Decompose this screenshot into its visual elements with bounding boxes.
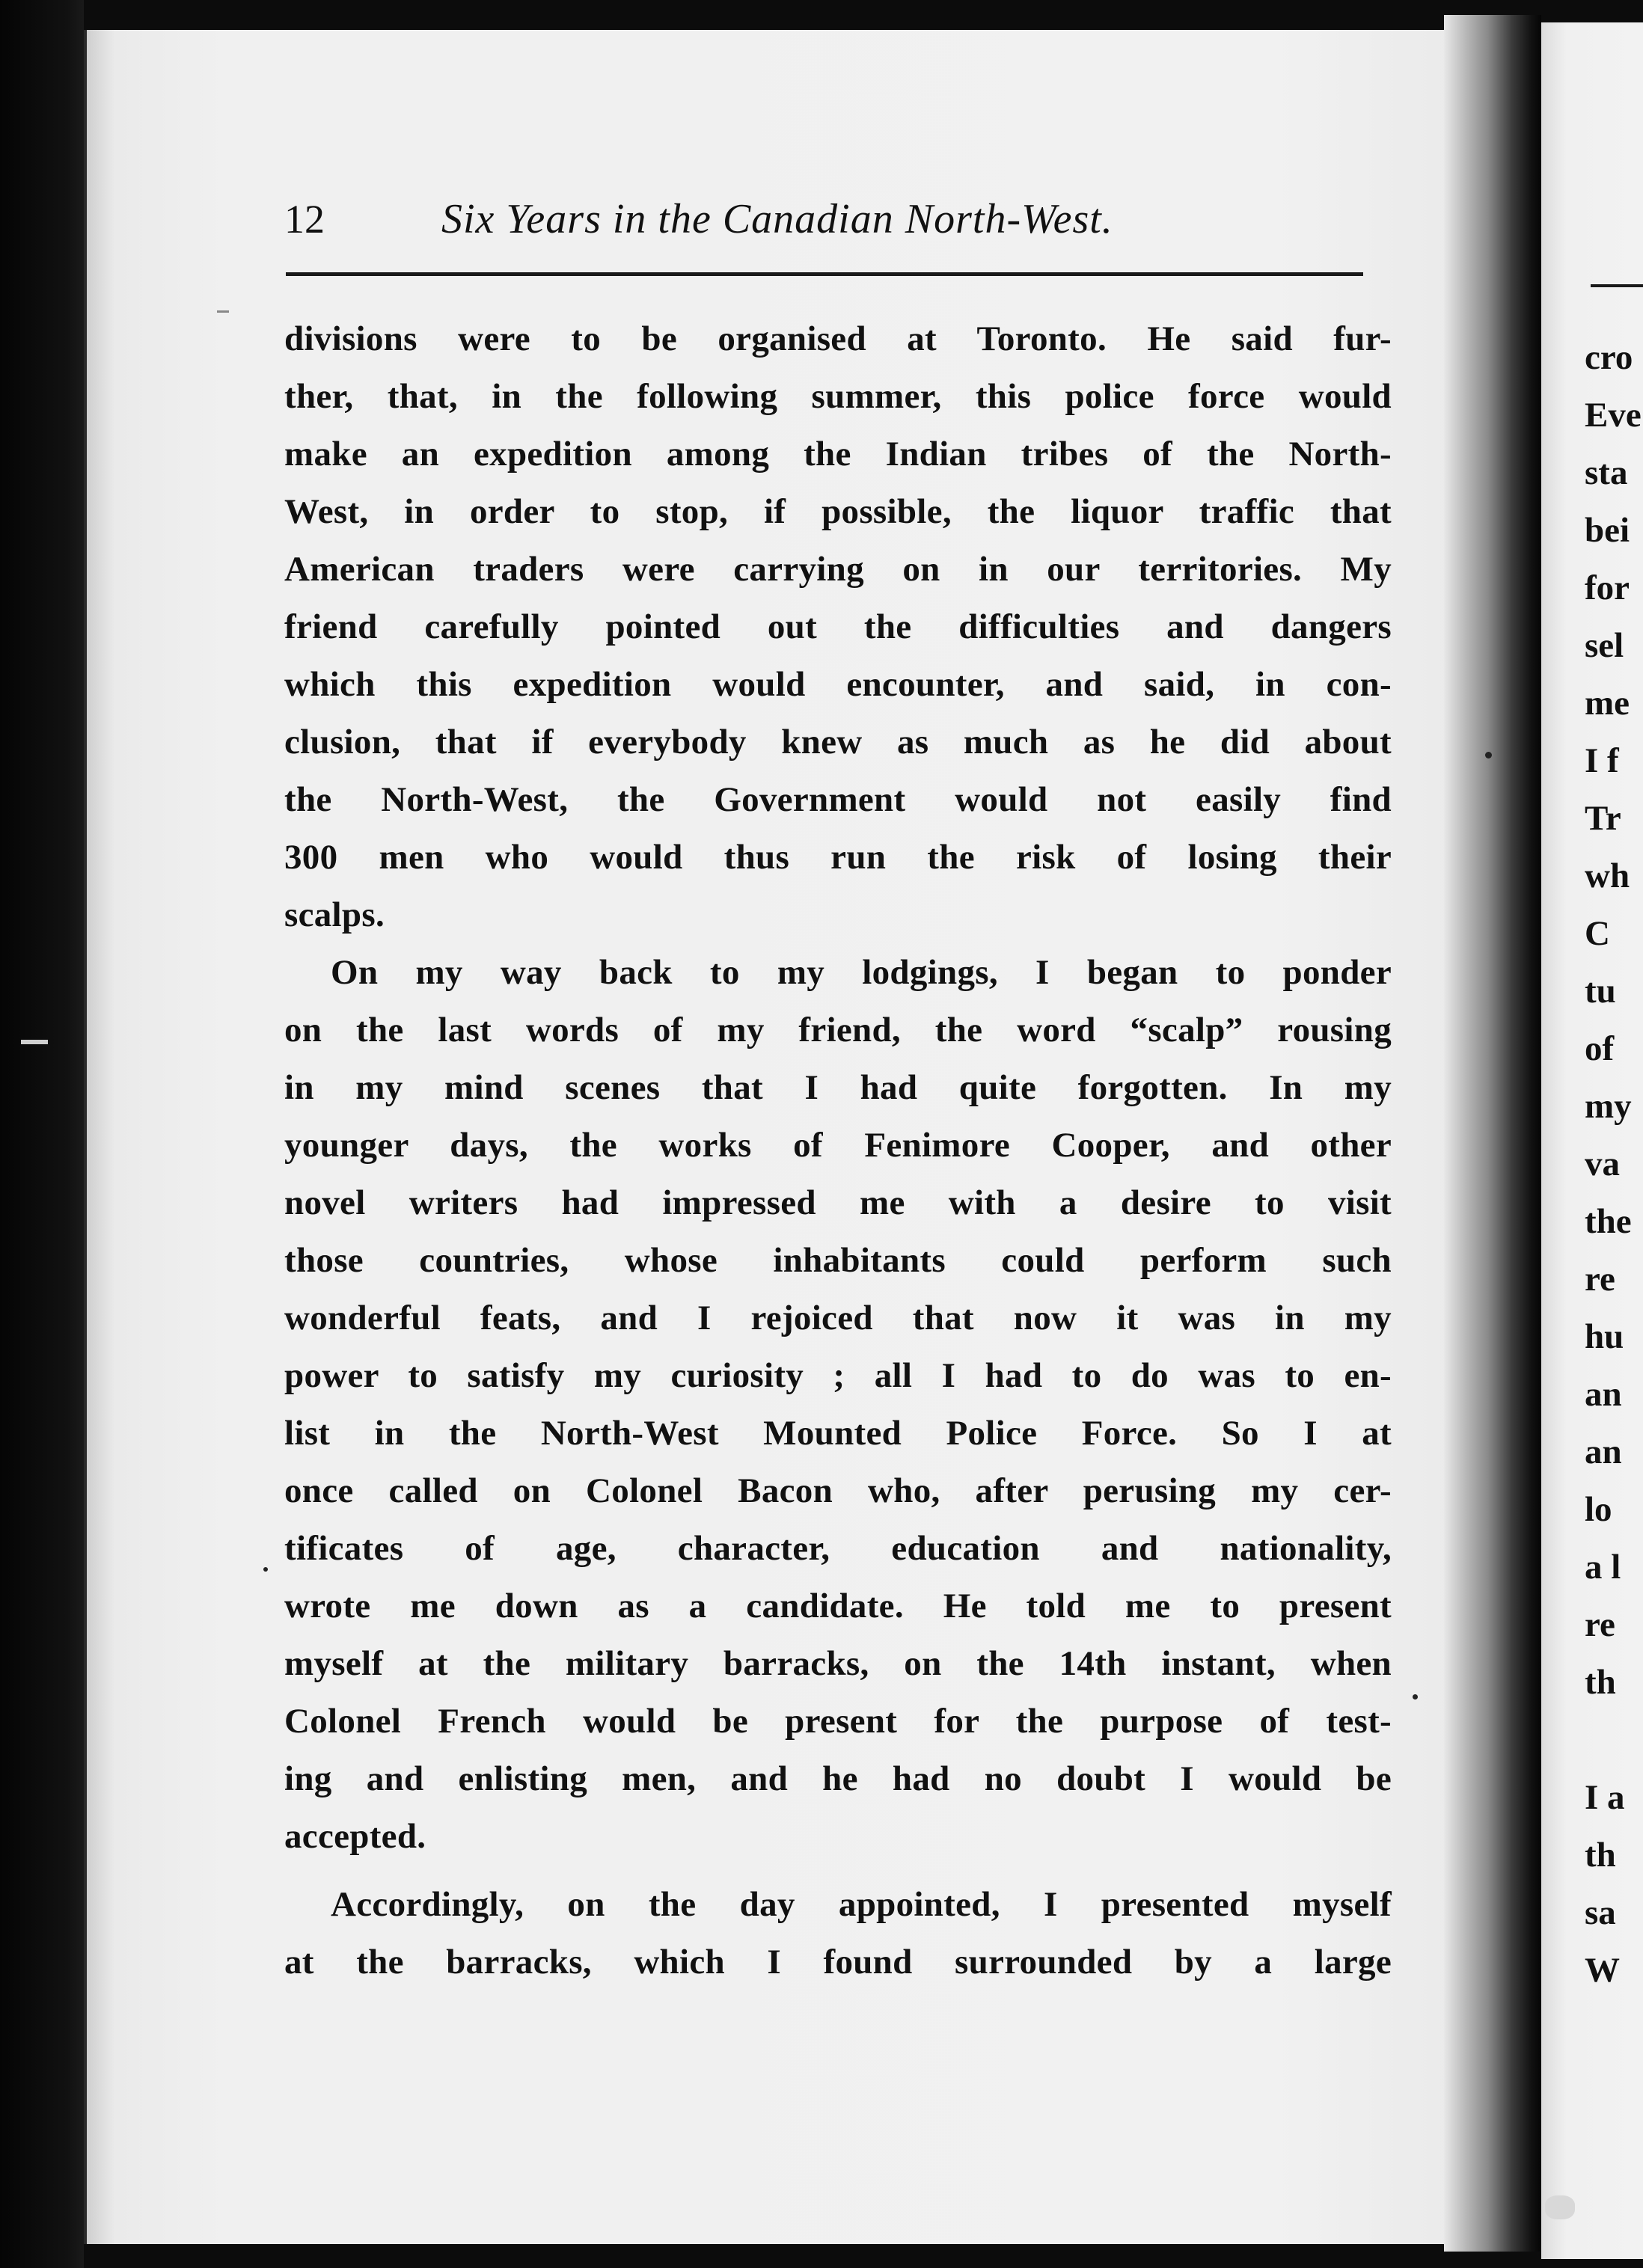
facing-page-line — [1585, 1711, 1643, 1769]
text-line: once called on Colonel Bacon who, after perusing my cer- — [284, 1471, 1392, 1510]
text-line: American traders were carrying on in our territories. My — [284, 550, 1392, 589]
paragraph-gap — [284, 1866, 1392, 1876]
scan-speck — [263, 1567, 268, 1572]
text-line: friend carefully pointed out the difficulties and dangers — [284, 607, 1392, 646]
text-line: West, in order to stop, if possible, the liquor traffic that — [284, 492, 1392, 531]
facing-page-line: re — [1585, 1260, 1615, 1299]
text-line: tificates of age, character, education and nationality, — [284, 1529, 1392, 1568]
facing-page-line: a l — [1585, 1548, 1621, 1587]
text-line: accepted. — [284, 1817, 426, 1856]
facing-page-line: I a — [1585, 1778, 1625, 1817]
facing-page-line: sta — [1585, 453, 1628, 492]
text-line: on the last words of my friend, the word “scalp” rousing — [284, 1011, 1392, 1049]
scan-speck — [1413, 1694, 1418, 1700]
text-line: in my mind scenes that I had quite forgotten. In my — [284, 1068, 1392, 1107]
text-line: ther, that, in the following summer, this police force would — [284, 377, 1392, 416]
text-line: which this expedition would encounter, and said, in con- — [284, 665, 1392, 704]
text-line: the North-West, the Government would not easily find — [284, 780, 1392, 819]
facing-page-line: wh — [1585, 856, 1630, 895]
facing-page-line: for — [1585, 568, 1630, 607]
scan-dark-margin — [0, 0, 84, 2268]
text-line: list in the North-West Mounted Police Force. So I at — [284, 1414, 1392, 1453]
text-line: Accordingly, on the day appointed, I presented myself — [331, 1885, 1392, 1924]
text-line: make an expedition among the Indian tribes of the North- — [284, 435, 1392, 473]
scan-edge-mark — [21, 1040, 48, 1044]
facing-page-line: my — [1585, 1087, 1632, 1126]
text-line: wonderful feats, and I rejoiced that now it was in my — [284, 1299, 1392, 1337]
header-rule — [286, 272, 1363, 276]
facing-page-line: of — [1585, 1029, 1615, 1068]
text-line: novel writers had impressed me with a desire to visit — [284, 1183, 1392, 1222]
facing-page-line: va — [1585, 1144, 1620, 1183]
scan-corner-blot — [1545, 2195, 1575, 2219]
facing-page-line: Eve — [1585, 396, 1642, 435]
facing-page-line: th — [1585, 1836, 1616, 1875]
facing-page-text — [1585, 329, 1643, 1999]
scan-speck — [1485, 752, 1492, 758]
text-line: divisions were to be organised at Toronto. He said fur- — [284, 319, 1392, 358]
running-title: Six Years in the Canadian North-West. — [441, 196, 1113, 242]
facing-page-line: W — [1585, 1951, 1620, 1990]
facing-page-line: cro — [1585, 338, 1633, 377]
text-line: myself at the military barracks, on the 14th instant, when — [284, 1644, 1392, 1683]
facing-page-line: C — [1585, 914, 1610, 953]
text-line: Colonel French would be present for the purpose of test- — [284, 1702, 1392, 1741]
facing-page-line: I f — [1585, 741, 1619, 780]
page-number: 12 — [284, 197, 325, 242]
scan-edge-mark — [217, 310, 229, 313]
text-line: at the barracks, which I found surrounded by a large — [284, 1943, 1392, 1982]
book-gutter-shadow — [1444, 15, 1541, 2252]
text-line: scalps. — [284, 895, 385, 934]
facing-page-line: bei — [1585, 511, 1630, 550]
facing-page-line: an — [1585, 1432, 1622, 1471]
text-line: power to satisfy my curiosity ; all I had to do was to en- — [284, 1356, 1392, 1395]
facing-page-rule — [1591, 284, 1643, 287]
text-line: 300 men who would thus run the risk of losing their — [284, 838, 1392, 877]
facing-page-line: th — [1585, 1663, 1616, 1702]
text-line: ing and enlisting men, and he had no doubt I would be — [284, 1759, 1392, 1798]
text-line: clusion, that if everybody knew as much as he did about — [284, 723, 1392, 761]
facing-page-line: the — [1585, 1202, 1632, 1241]
facing-page-line: hu — [1585, 1317, 1624, 1356]
facing-page-line: sel — [1585, 626, 1624, 665]
facing-page-line: sa — [1585, 1893, 1616, 1932]
text-line: younger days, the works of Fenimore Cooper, and other — [284, 1126, 1392, 1165]
facing-page-line: Tr — [1585, 799, 1621, 838]
facing-page-line: lo — [1585, 1490, 1612, 1529]
facing-page-line: an — [1585, 1375, 1622, 1414]
facing-page-line: tu — [1585, 972, 1616, 1011]
facing-page-line: re — [1585, 1605, 1615, 1644]
facing-page-line: me — [1585, 684, 1630, 723]
body-text — [284, 310, 1392, 1991]
text-line: wrote me down as a candidate. He told me to present — [284, 1587, 1392, 1625]
text-line: those countries, whose inhabitants could perform such — [284, 1241, 1392, 1280]
page-header — [284, 193, 1362, 245]
text-line: On my way back to my lodgings, I began to ponder — [331, 953, 1392, 992]
